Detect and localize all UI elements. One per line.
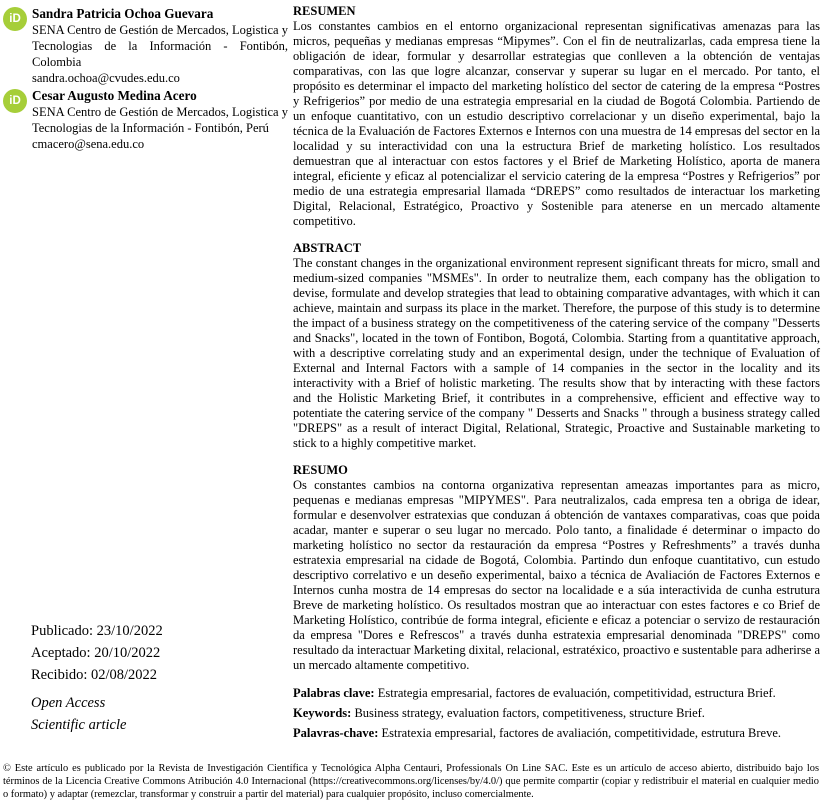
received-date: Recibido: 02/08/2022 — [31, 667, 158, 683]
section-body: The constant changes in the organizational environment represent significant threats for micro, small and medium-sized companies "MSMEs". In order to neutralize them, each company has the obligation to devise, formulate and develop strategies that lead to obtaining comparative advantages, with which it can achieve, maintain and surpass its place in the market. Therefore, the purpose of this study is to determine the impact of a business strategy on the competitiveness of the catering service of the company "Desserts and Snacks", located in the town of Fontibon, Bogotá, Colombia. Starting from a quantitative approach, with a descriptive correlating study and an experimental design, under the technique of Evaluation of External and Internal Factors with a sample of 14 companies in the sector in the locality and its interactivity with a Brief of holistic marketing. The results show that by interacting with these factors and the Holistic Marketing Brief, it contributes in a comprehensive, efficient and effective way to potentiate the catering service of the company " Desserts and Snacks " through a business strategy called "DREPS" as a result of interact Digital, Relational, Strategic, Proactive and Sustainable marketing to stick to a highly competitive market. — [293, 256, 820, 450]
keywords-es — [293, 686, 820, 701]
author-name: Sandra Patricia Ochoa Guevara — [32, 6, 214, 21]
author-block-2 — [0, 88, 293, 152]
keyword-label: Keywords: — [293, 706, 352, 720]
keyword-label: Palabras clave: — [293, 686, 375, 700]
section-abstract — [293, 241, 820, 451]
author-name: Cesar Augusto Medina Acero — [32, 88, 197, 103]
author-email: sandra.ochoa@cvudes.edu.co — [32, 71, 180, 85]
section-title: RESUMO — [293, 463, 348, 477]
keywords-block — [293, 686, 820, 741]
section-body: Os constantes cambios na contorna organizativa representan ameazas importantes para as micro, pequenas e medianas empresas "MIPYMES". Para neutralizalos, cada empresa ten a obriga de idear, formular e desenvolver estratexias que conduzan á obtención de vantaxes comparativas, coas que poida acadar, manter e superar o seu lugar no mercado. Polo tanto, a finalidade é determinar o impacto do marketing holístico no sector da restauración da empresa “Postres y Refreshments” a través dunha estratexia empresarial na cidade de Bogotá, Colombia. Partindo dun enfoque cuantitativo, cun estudo descriptivo correlativo e un deseño experimental, baixo a técnica de Avaliación de Factores Externos e Internos cunha mostra de 14 empresas do sector na localidade e a súa interactivida de cunha estrutura Breve de marketing holístico. Os resultados mostran que ao interactuar con estes factores e co Brief de Marketing Holístico, contribúe de forma integral, eficiente e eficaz a potenciar o servizo de restauración da empresa "Dores e Refrescos" a través dunha estratexia empresarial denominada "DREPS" como resultado da interactuar Marketing dixital, relacional, estratéxico, proactivo e sustentable para adherirse a un mercado altamente competitivo. — [293, 478, 820, 672]
section-body: Los constantes cambios en el entorno organizacional representan significativas amenazas para las micros, pequeñas y medianas empresas “Mipymes”. Con el fin de neutralizarlas, cada empresa tiene la obligación de idear, formular y desarrollar estrategias que conlleven a la obtención de ventajas comparativas, con las que logre alcanzar, conservar y superar su lugar en el mercado. Por tanto, el propósito es determinar el impacto del marketing holístico del sector de catering de la empresa “Postres y Refrigerios” por medio de una estrategia empresarial en la ciudad de Bogotá Colombia. Partiendo de un enfoque cuantitativo, con un estudio descriptivo correlacionar y un diseño experimental, bajo la técnica de la Evaluación de Factores Externos e Internos con una muestra de 14 empresas del sector en la localidad y su interactividad con una la estructura Brief de marketing holístico. Los resultados demuestran que al interactuar con estos factores y el Brief de Marketing Holístico, aporta de manera integral, eficiente y eficaz al potencializar el servicio catering de la empresa “Postres y Refrigerios” por medio de una estrategia empresarial llamada “DREPS” como resultados de interactuar los marketing Digital, Relacional, Estratégico, Proactivo y Sostenible para atenerse en un mercado altamente competitivo. — [293, 19, 820, 228]
accepted-date: Aceptado: 20/10/2022 — [31, 645, 161, 661]
left-column — [0, 4, 293, 746]
keyword-label: Palavras-chave: — [293, 726, 379, 740]
section-title: RESUMEN — [293, 4, 356, 18]
section-resumo — [293, 463, 820, 673]
keyword-text: Estrategia empresarial, factores de evaluación, competitividad, estructura Brief. — [377, 686, 776, 700]
orcid-icon[interactable]: iD — [3, 7, 27, 31]
license-footer: © Este artículo es publicado por la Revista de Investigación Científica y Tecnológica Alpha Centauri, Professionals On Line SAC. Este es un artículo de acceso abierto, distribuido bajo los términos de la Licencia Creative Commons Atribución 4.0 Internacional (https://creativecommons.org/licenses/by/4.0/) que permite compartir (copiar y redistribuir el material en cualquier medio o formato) y adaptar (remezclar, transformar y construir a partir del material) para cualquier propósito, incluso comercialmente. — [3, 763, 819, 800]
keywords-en — [293, 706, 820, 721]
article-dates — [31, 620, 163, 686]
author-info — [32, 6, 288, 86]
author-block-1 — [0, 6, 293, 86]
author-email: cmacero@sena.edu.co — [32, 137, 145, 151]
section-title: ABSTRACT — [293, 241, 362, 255]
author-affiliation: SENA Centro de Gestión de Mercados, Logistica y Tecnologias de la Información - Fontibón, Colombia — [32, 23, 288, 69]
access-info — [31, 692, 126, 736]
article-type-label: Scientific article — [31, 717, 127, 733]
keywords-pt — [293, 726, 820, 741]
author-affiliation: SENA Centro de Gestión de Mercados, Logistica y Tecnologias de la Información - Fontibón, Perú — [32, 105, 288, 135]
keyword-text: Estratexia empresarial, factores de avaliación, competitividade, estrutura Breve. — [381, 726, 782, 740]
keyword-text: Business strategy, evaluation factors, competitiveness, structure Brief. — [354, 706, 705, 720]
published-date: Publicado: 23/10/2022 — [31, 623, 163, 639]
orcid-icon[interactable]: iD — [3, 89, 27, 113]
open-access-label: Open Access — [31, 695, 106, 711]
author-info — [32, 88, 288, 152]
section-resumen — [293, 4, 820, 229]
right-column — [293, 4, 822, 746]
